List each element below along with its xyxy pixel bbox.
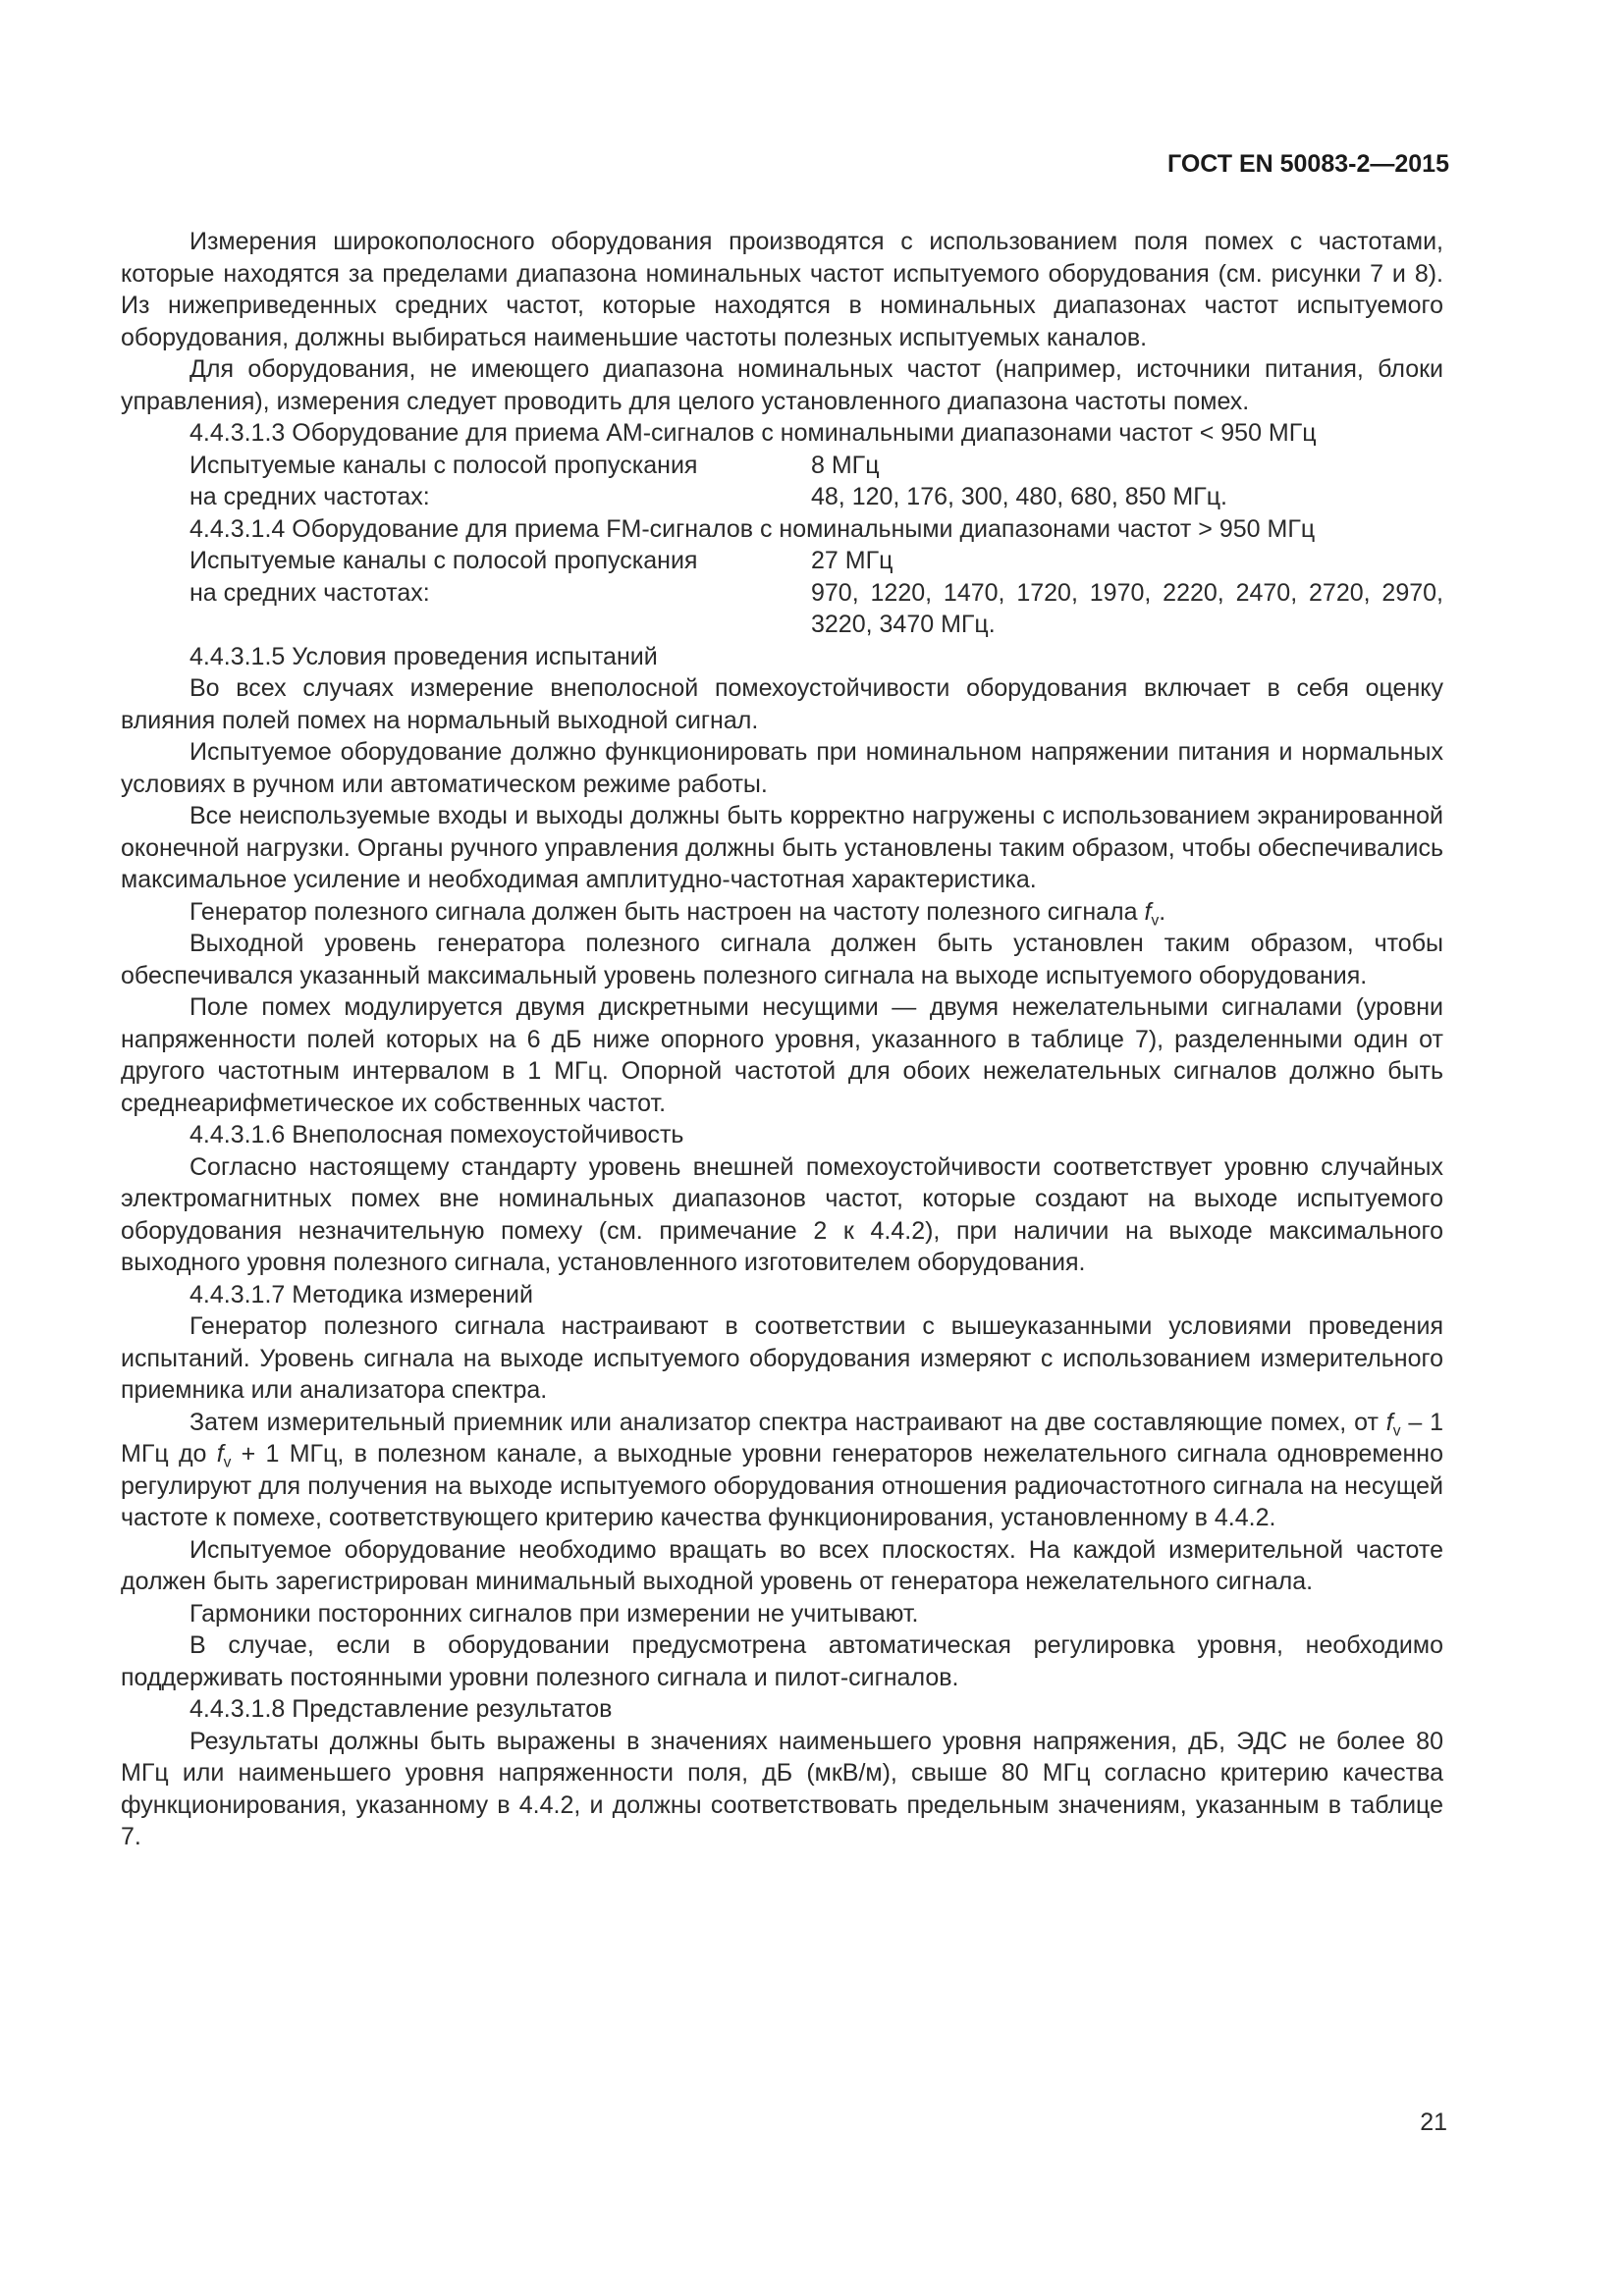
document-header: ГОСТ EN 50083-2—2015 [1167,150,1449,178]
paragraph: Гармоники посторонних сигналов при измерении не учитывают. [189,1599,919,1628]
paragraph: В случае, если в оборудовании предусмотрена автоматическая регулировка уровня, необходимо поддерживать постоянными уровни полезного сигнала и пилот-сигналов. [121,1631,1443,1691]
page-body [121,226,1443,1853]
paragraph [121,1407,1443,1534]
section-heading-4-4-3-1-4: 4.4.3.1.4 Оборудование для приема FM-сигналов с номинальными диапазонами частот > 950 МГц [189,514,1316,543]
symbol-subscript: v [223,1454,232,1471]
symbol-f: f [1385,1408,1393,1436]
symbol-f: f [216,1440,224,1468]
paragraph: Для оборудования, не имеющего диапазона номинальных частот (например, источники питания, блоки управления), измерения следует проводить для целого установленного диапазона частоты помех. [121,355,1443,415]
paragraph: Во всех случаях измерение внеполосной помехоустойчивости оборудования включает в себя оценку влияния полей помех на нормальный выходной сигнал. [121,674,1443,734]
section-heading-4-4-3-1-7: 4.4.3.1.7 Методика измерений [189,1280,533,1308]
paragraph: Поле помех модулируется двумя дискретными несущими — двумя нежелательными сигналами (уровни напряженности полей которых на 6 дБ ниже опорного уровня, указанного в таблице 7), разделенными один от другого частотным интервалом в 1 МГц. Опорной частотой для обоих нежелательных сигналов должно быть среднеарифметическое их собственных частот. [121,993,1443,1117]
am-label-frequencies: на средних частотах: [189,483,430,510]
paragraph-text: Затем измерительный приемник или анализатор спектра настраивают на две составляющие помех, от [189,1408,1386,1436]
am-value-frequencies: 48, 120, 176, 300, 480, 680, 850 МГц. [811,483,1227,510]
symbol-f: f [1144,897,1152,926]
paragraph: Выходной уровень генератора полезного сигнала должен быть установлен таким образом, чтобы обеспечивался указанный максимальный уровень полезного сигнала на выходе испытуемого оборудования. [121,930,1443,989]
paragraph [121,896,1443,929]
paragraph-text: – 1 МГц до [121,1408,1443,1468]
am-channel-row [121,450,1443,482]
paragraph-text: + 1 МГц, в полезном канале, а выходные уровни генераторов нежелательного сигнала одновременно регулируют для получения на выходе испытуемого оборудования отношения радиочастотного сигнала на несущей частоте к помехе, соответствующего критерию качества функционирования, установленному в 4.4.2. [121,1440,1443,1531]
symbol-subscript: v [1392,1421,1401,1439]
am-value-bandwidth: 8 МГц [811,451,880,479]
fm-value-bandwidth: 27 МГц [811,547,893,574]
paragraph: Испытуемое оборудование необходимо вращать во всех плоскостях. На каждой измерительной частоте должен быть зарегистрирован минимальный выходной уровень от генератора нежелательного сигнала. [121,1535,1443,1595]
section-heading-4-4-3-1-8: 4.4.3.1.8 Представление результатов [189,1695,613,1723]
paragraph: Измерения широкополосного оборудования производятся с использованием поля помех с частотами, которые находятся за пределами диапазона номинальных частот испытуемого оборудования (см. рисунки 7 и 8). Из нижеприведенных средних частот, которые находятся в номинальных диапазонах частот испытуемого оборудования, должны выбираться наименьшие частоты полезных испытуемых каналов. [121,228,1443,351]
paragraph: Результаты должны быть выражены в значениях наименьшего уровня напряжения, дБ, ЭДС не более 80 МГц или наименьшего уровня напряженности поля, дБ (мкВ/м), свыше 80 МГц согласно критерию качества функционирования, указанному в 4.4.2, и должны соответствовать предельным значениям, указанным в таблице 7. [121,1727,1443,1850]
section-heading-4-4-3-1-3: 4.4.3.1.3 Оборудование для приема АМ-сигналов с номинальными диапазонами частот < 950 МГц [189,419,1317,447]
symbol-subscript: v [1151,911,1160,929]
paragraph: Согласно настоящему стандарту уровень внешней помехоустойчивости соответствует уровню случайных электромагнитных помех вне номинальных диапазонов частот, которые создают на выходе испытуемого оборудования незначительную помеху (см. примечание 2 к 4.4.2), при наличии на выходе максимального выходного уровня полезного сигнала, установленного изготовителем оборудования. [121,1152,1443,1276]
fm-value-frequencies: 970, 1220, 1470, 1720, 1970, 2220, 2470, 2720, 2970, 3220, 3470 МГц. [811,578,1443,638]
paragraph: Испытуемое оборудование должно функционировать при номинальном напряжении питания и нормальных условиях в ручном или автоматическом режиме работы. [121,738,1443,798]
paragraph-text: Генератор полезного сигнала должен быть настроен на частоту полезного сигнала [189,897,1145,926]
fm-channel-row [121,545,1443,577]
paragraph: Генератор полезного сигнала настраивают в соответствии с вышеуказанными условиями проведения испытаний. Уровень сигнала на выходе испытуемого оборудования измеряют с использованием измерительного приемника или анализатора спектра. [121,1312,1443,1404]
page-number: 21 [1420,2109,1447,2136]
fm-label-bandwidth: Испытуемые каналы с полосой пропускания [189,547,698,574]
section-heading-4-4-3-1-6: 4.4.3.1.6 Внеполосная помехоустойчивость [189,1121,684,1148]
am-frequency-row [121,481,1443,513]
fm-label-frequencies: на средних частотах: [189,578,430,607]
paragraph-end: . [1159,897,1166,926]
fm-frequency-row [121,577,1443,641]
paragraph: Все неиспользуемые входы и выходы должны быть корректно нагружены с использованием экранированной оконечной нагрузки. Органы ручного управления должны быть установлены таким образом, чтобы обеспечивались максимальное усиление и необходимая амплитудно-частотная характеристика. [121,802,1443,893]
section-heading-4-4-3-1-5: 4.4.3.1.5 Условия проведения испытаний [189,642,658,670]
am-label-bandwidth: Испытуемые каналы с полосой пропускания [189,451,698,479]
